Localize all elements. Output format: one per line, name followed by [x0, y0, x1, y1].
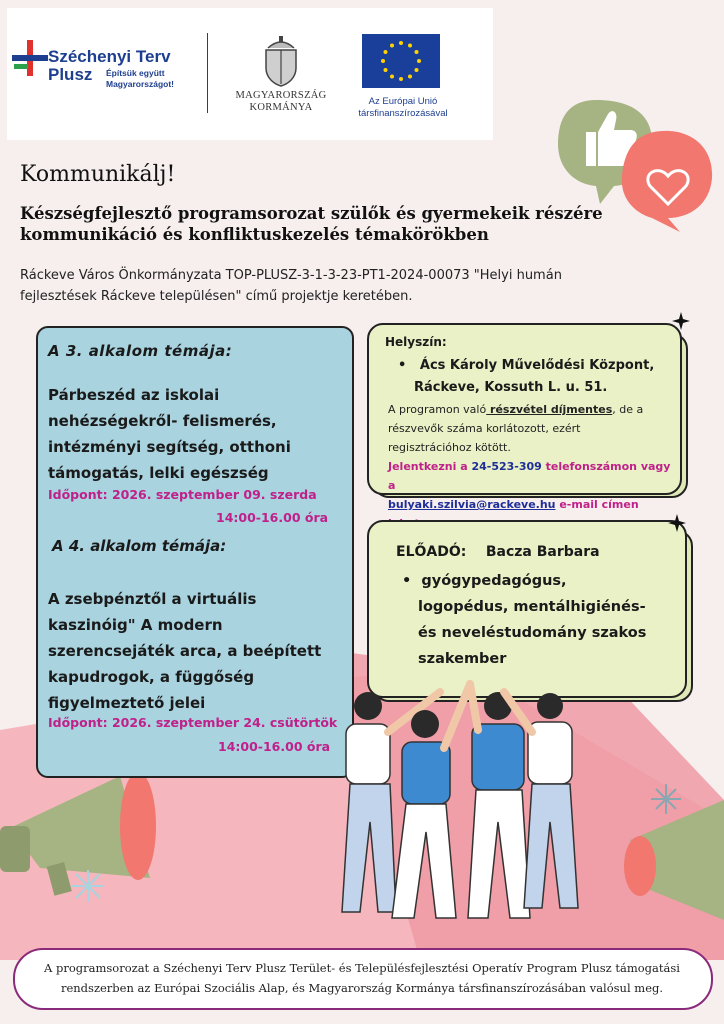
presenter-name: Bacza Barbara — [485, 544, 600, 560]
location-place: • Ács Károly Művelődési Központ, Ráckeve, Kossuth L. u. 51. — [398, 358, 655, 395]
snowflake-icon — [70, 868, 106, 904]
project-intro: Ráckeve Város Önkormányzata TOP-PLUSZ-3-1-3-23-PT1-2024-00073 "Helyi humán fejlesztések Ráckeve településen" című projektje keretében. — [20, 268, 562, 304]
registration-info: A programon való részvétel díjmentes, de a részvevők száma korlátozott, ezért regisztrációhoz kötött. Jelentkezni a 24-523-309 telefonszámon vagy a bulyaki.szilvia@rackeve.hu e-mail címen — [388, 403, 671, 511]
szechenyi-logo-title: Széchenyi Terv Plusz — [48, 47, 171, 84]
header-divider — [207, 33, 208, 113]
email-link[interactable]: bulyaki.szilvia@rackeve.hu — [388, 498, 556, 511]
session3-date: Időpont: 2026. szeptember 09. szerda — [48, 487, 317, 502]
session4-time: 14:00-16.00 óra — [218, 739, 331, 754]
session4-topic: A zsebpénztől a virtuális kaszinóig" A modern szerencsejáték arca, a beépített kapudrogok, a függőség figyelmeztető jelei — [48, 590, 322, 712]
footer-funding-text: A programsorozat a Széchenyi Terv Plusz Terület- és Településfejlesztési Operatív Program Plusz támogatási rendszerben az Európai Szociális Alap, és Magyarország Kormánya társfinanszírozásában valósul meg. — [44, 961, 680, 995]
session3-heading: A 3. alkalom témája: — [48, 342, 233, 360]
session3-topic: Párbeszéd az iskolai nehézségekről- felismerés, intézményi segítség, otthoni támogatás, lelki egészség — [48, 386, 291, 482]
session4-heading: A 4. alkalom témája: — [52, 537, 227, 555]
megaphone-icon — [610, 780, 724, 930]
hungarian-crest-icon — [258, 36, 304, 88]
presenter-role: • gyógypedagógus, logopédus, mentálhigiénés- és neveléstudomány szakos szakember — [402, 573, 647, 667]
session4-date: Időpont: 2026. szeptember 24. csütörtök — [48, 715, 338, 730]
eu-flag-icon — [362, 34, 440, 88]
government-logo-text: MAGYARORSZÁG KORMÁNYA — [235, 90, 327, 113]
sparkle-icon — [668, 514, 686, 532]
location-label: Helyszín: — [385, 335, 447, 349]
szechenyi-logo-subtitle: Építsük együtt Magyarországot! — [106, 68, 175, 89]
szechenyi-cross-icon — [10, 38, 50, 78]
page-subtitle: Készségfejlesztő programsorozat szülők és gyermekeik részére kommunikáció és konfliktuskezelés témakörökben — [20, 204, 603, 244]
people-high-five-illustration — [320, 672, 620, 934]
session3-time: 14:00-16.00 óra — [216, 510, 329, 525]
page-title: Kommunikálj! — [20, 162, 176, 187]
sparkle-icon — [672, 312, 690, 330]
eu-logo-text: Az Európai Unió társfinanszírozásával — [358, 96, 448, 119]
presenter-label: ELŐADÓ: Bacza Barbara — [396, 544, 600, 560]
